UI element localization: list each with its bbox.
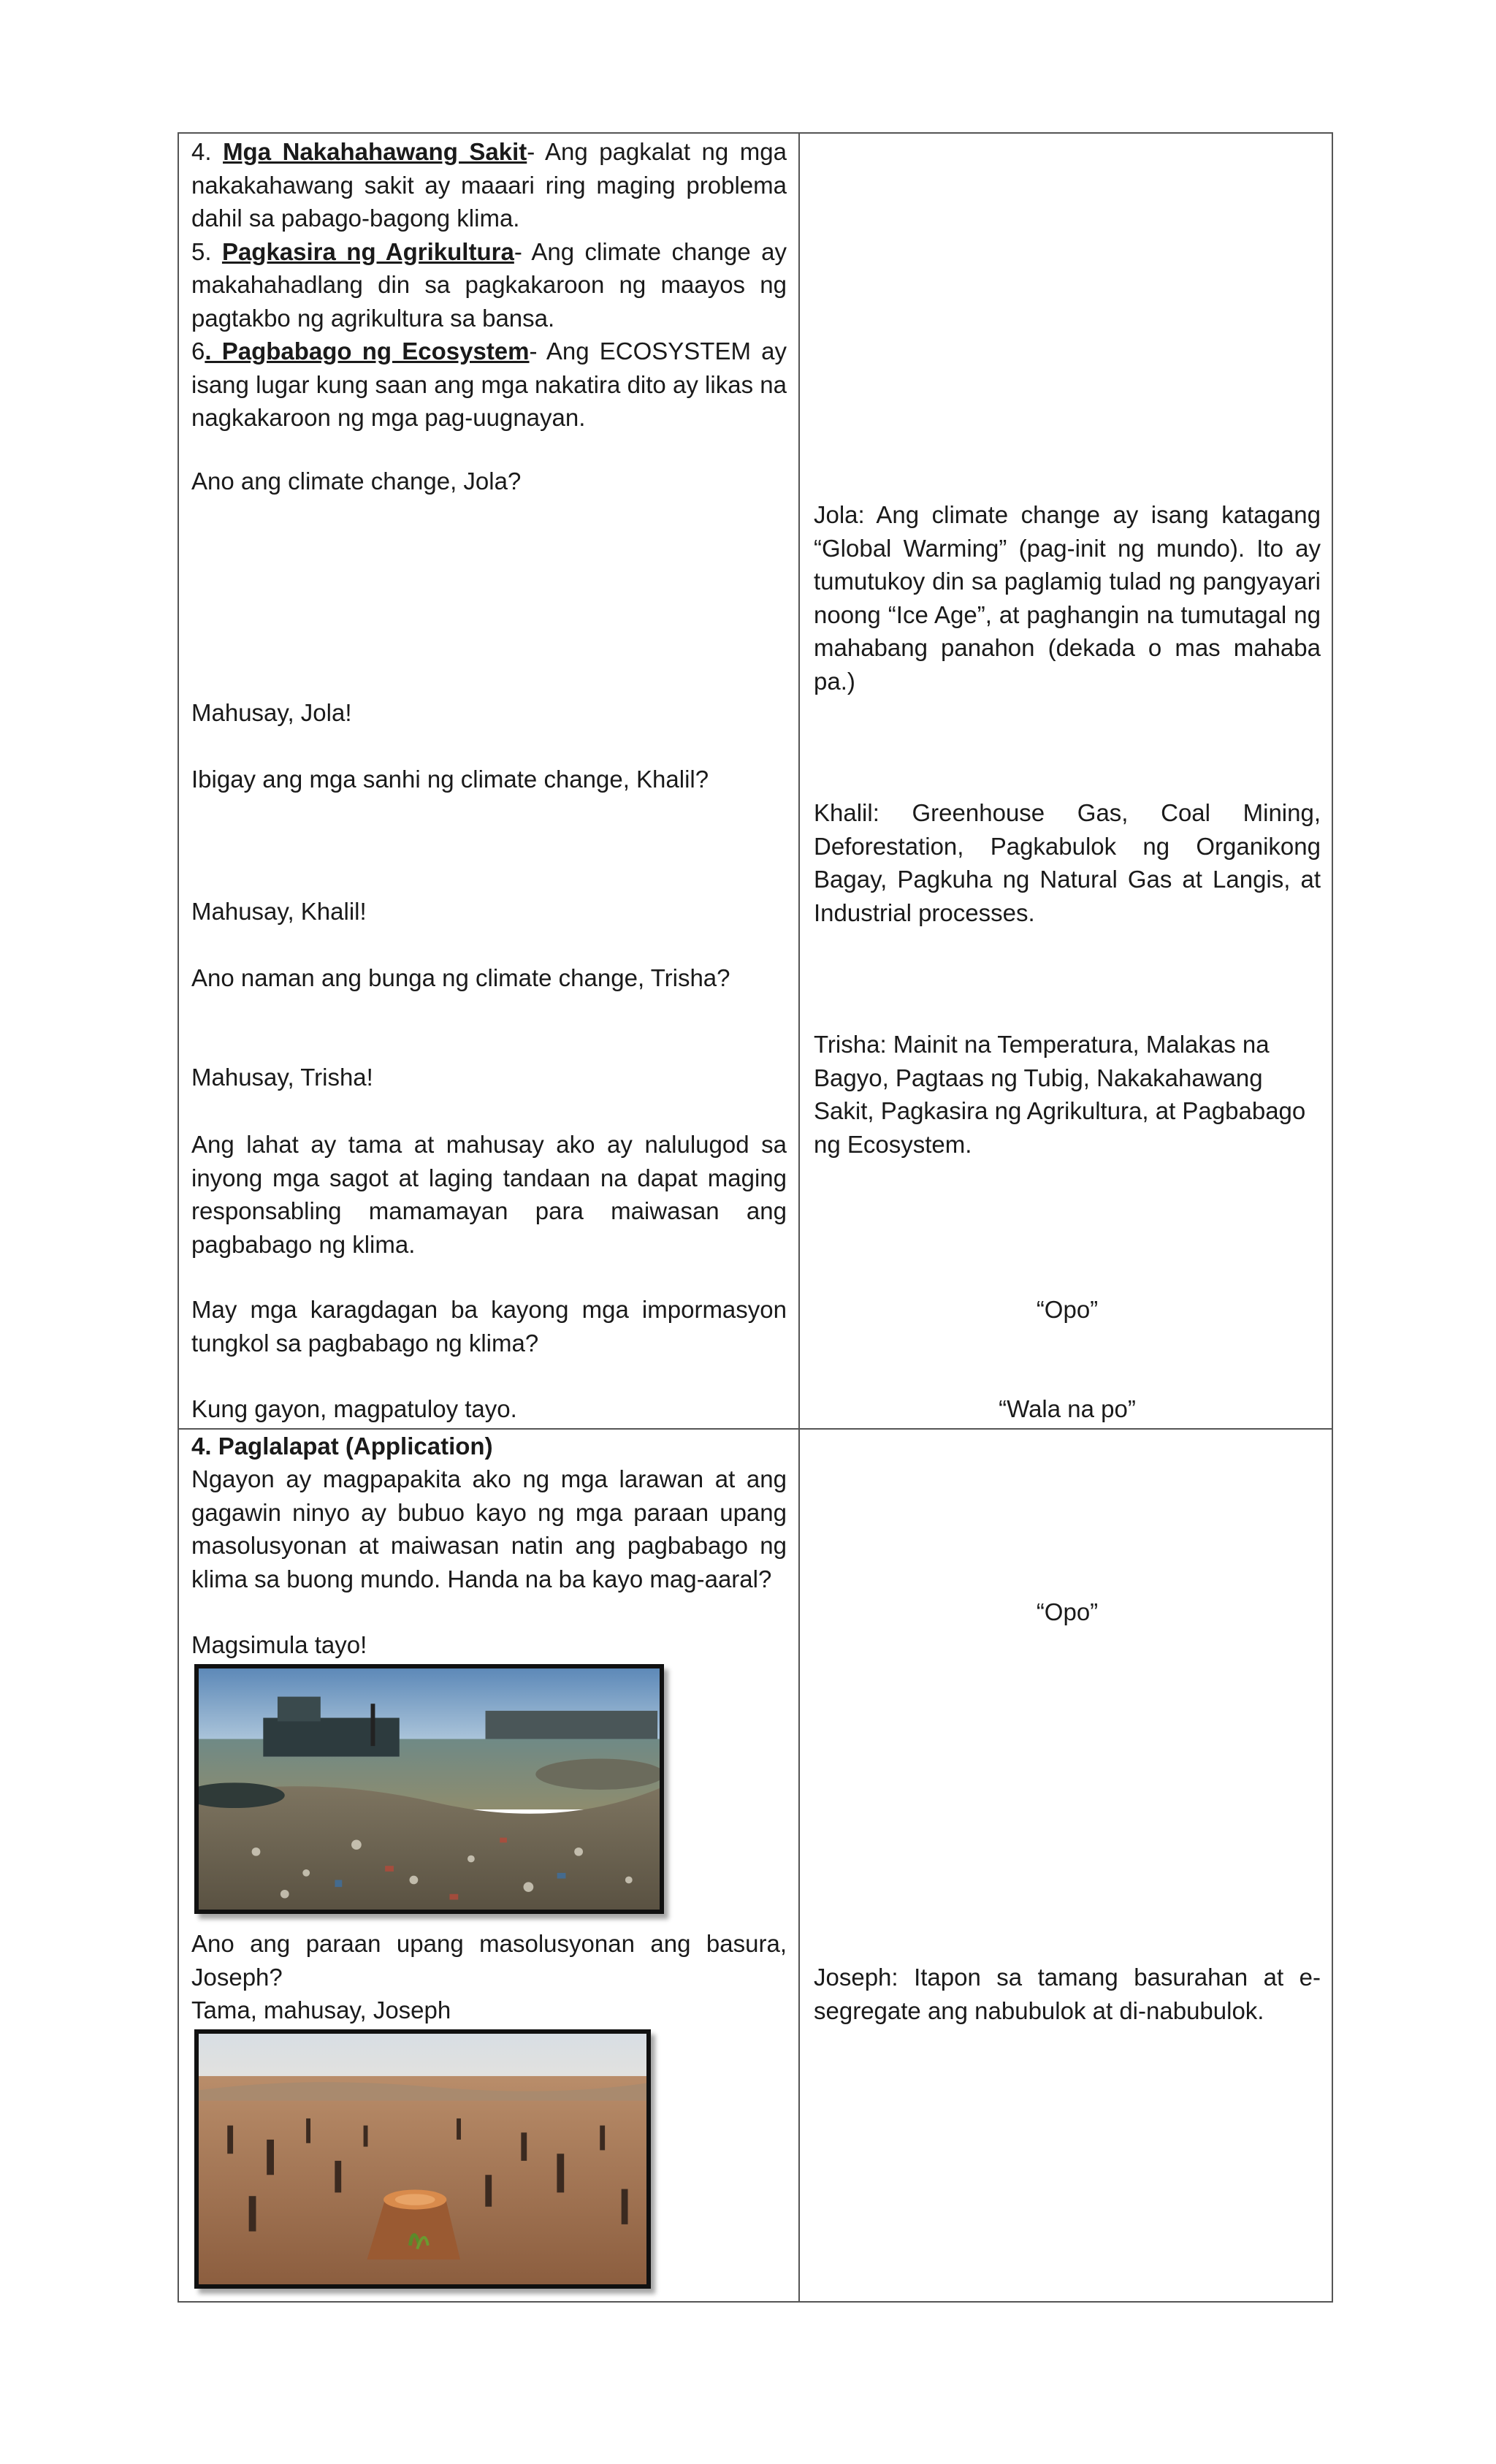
answer-wala-na-po: “Wala na po” xyxy=(999,1395,1136,1422)
question-jola: Ano ang climate change, Jola? xyxy=(191,468,522,495)
column-divider xyxy=(798,132,800,2303)
praise-khalil: Mahusay, Khalil! xyxy=(191,898,367,925)
praise-trisha: Mahusay, Trisha! xyxy=(191,1064,373,1091)
answer-trisha: Trisha: Mainit na Temperatura, Malakas na Bagyo, Pagtaas ng Tubig, Nakakahawang Sakit, Pagkasira ng Agrikultura, at Pagbabago ng Ecosystem. xyxy=(814,1031,1306,1158)
praise-jola: Mahusay, Jola! xyxy=(191,699,352,726)
effect-item-4: 4. Mga Nakahahawang Sakit- Ang pagkalat ng mga nakakahawang sakit ay maaari ring maging problema dahil sa pabago-bagong klima. xyxy=(191,138,787,232)
effect-item-6: 6. Pagbabago ng Ecosystem- Ang ECOSYSTEM ay isang lugar kung saan ang mga nakatira dito ay likas na nagkakaroon ng mga pag-uugnayan. xyxy=(191,337,787,431)
answer-opo-1: “Opo” xyxy=(1036,1296,1099,1323)
question-trisha: Ano naman ang bunga ng climate change, Trisha? xyxy=(191,964,730,991)
praise-joseph: Tama, mahusay, Joseph xyxy=(191,1996,451,2024)
answer-opo-2: “Opo” xyxy=(1036,1598,1099,1625)
closing-remark: Ang lahat ay tama at mahusay ako ay nalulugod sa inyong mga sagot at laging tandaan na dapat maging responsabling mamamayan para maiwasan ang pagbabago ng klima. xyxy=(191,1131,787,1258)
continue-text: Kung gayon, magpatuloy tayo. xyxy=(191,1395,517,1422)
answer-khalil: Khalil: Greenhouse Gas, Coal Mining, Deforestation, Pagkabulok ng Organikong Bagay, Pagkuha ng Natural Gas at Langis, at Industrial processes. xyxy=(814,799,1321,926)
effect-item-5: 5. Pagkasira ng Agrikultura- Ang climate change ay makahahadlang din sa pagkakaroon ng maayos ng pagtakbo ng agrikultura sa bansa. xyxy=(191,237,787,332)
deforested-land-photo xyxy=(194,2029,651,2289)
start-text: Magsimula tayo! xyxy=(191,1631,367,1658)
answer-jola: Jola: Ang climate change ay isang katagang “Global Warming” (pag-init ng mundo). Ito ay tumutukoy din sa paglamig tulad ng pangyayari noong “Ice Age”, at paghangin na tumutagal ng mahabang panahon (dekada o mas mahaba pa.) xyxy=(814,501,1321,695)
question-more-info: May mga karagdagan ba kayong mga impormasyon tungkol sa pagbabago ng klima? xyxy=(191,1296,787,1357)
question-khalil: Ibigay ang mga sanhi ng climate change, Khalil? xyxy=(191,766,709,793)
application-heading: 4. Paglalapat (Application) xyxy=(191,1433,493,1460)
answer-joseph: Joseph: Itapon sa tamang basurahan at e-segregate ang nabubulok at di-nabubulok. xyxy=(814,1964,1321,2024)
application-instructions: Ngayon ay magpapakita ako ng mga larawan at ang gagawin ninyo ay bubuo kayo ng mga paraan upang masolusyonan at maiwasan natin ang pagbabago ng klima sa buong mundo. Handa na ba kayo mag-aaral? xyxy=(191,1465,787,1593)
question-joseph: Ano ang paraan upang masolusyonan ang basura, Joseph? xyxy=(191,1930,787,1991)
effects-list xyxy=(191,135,787,435)
polluted-shore-photo xyxy=(194,1664,664,1914)
